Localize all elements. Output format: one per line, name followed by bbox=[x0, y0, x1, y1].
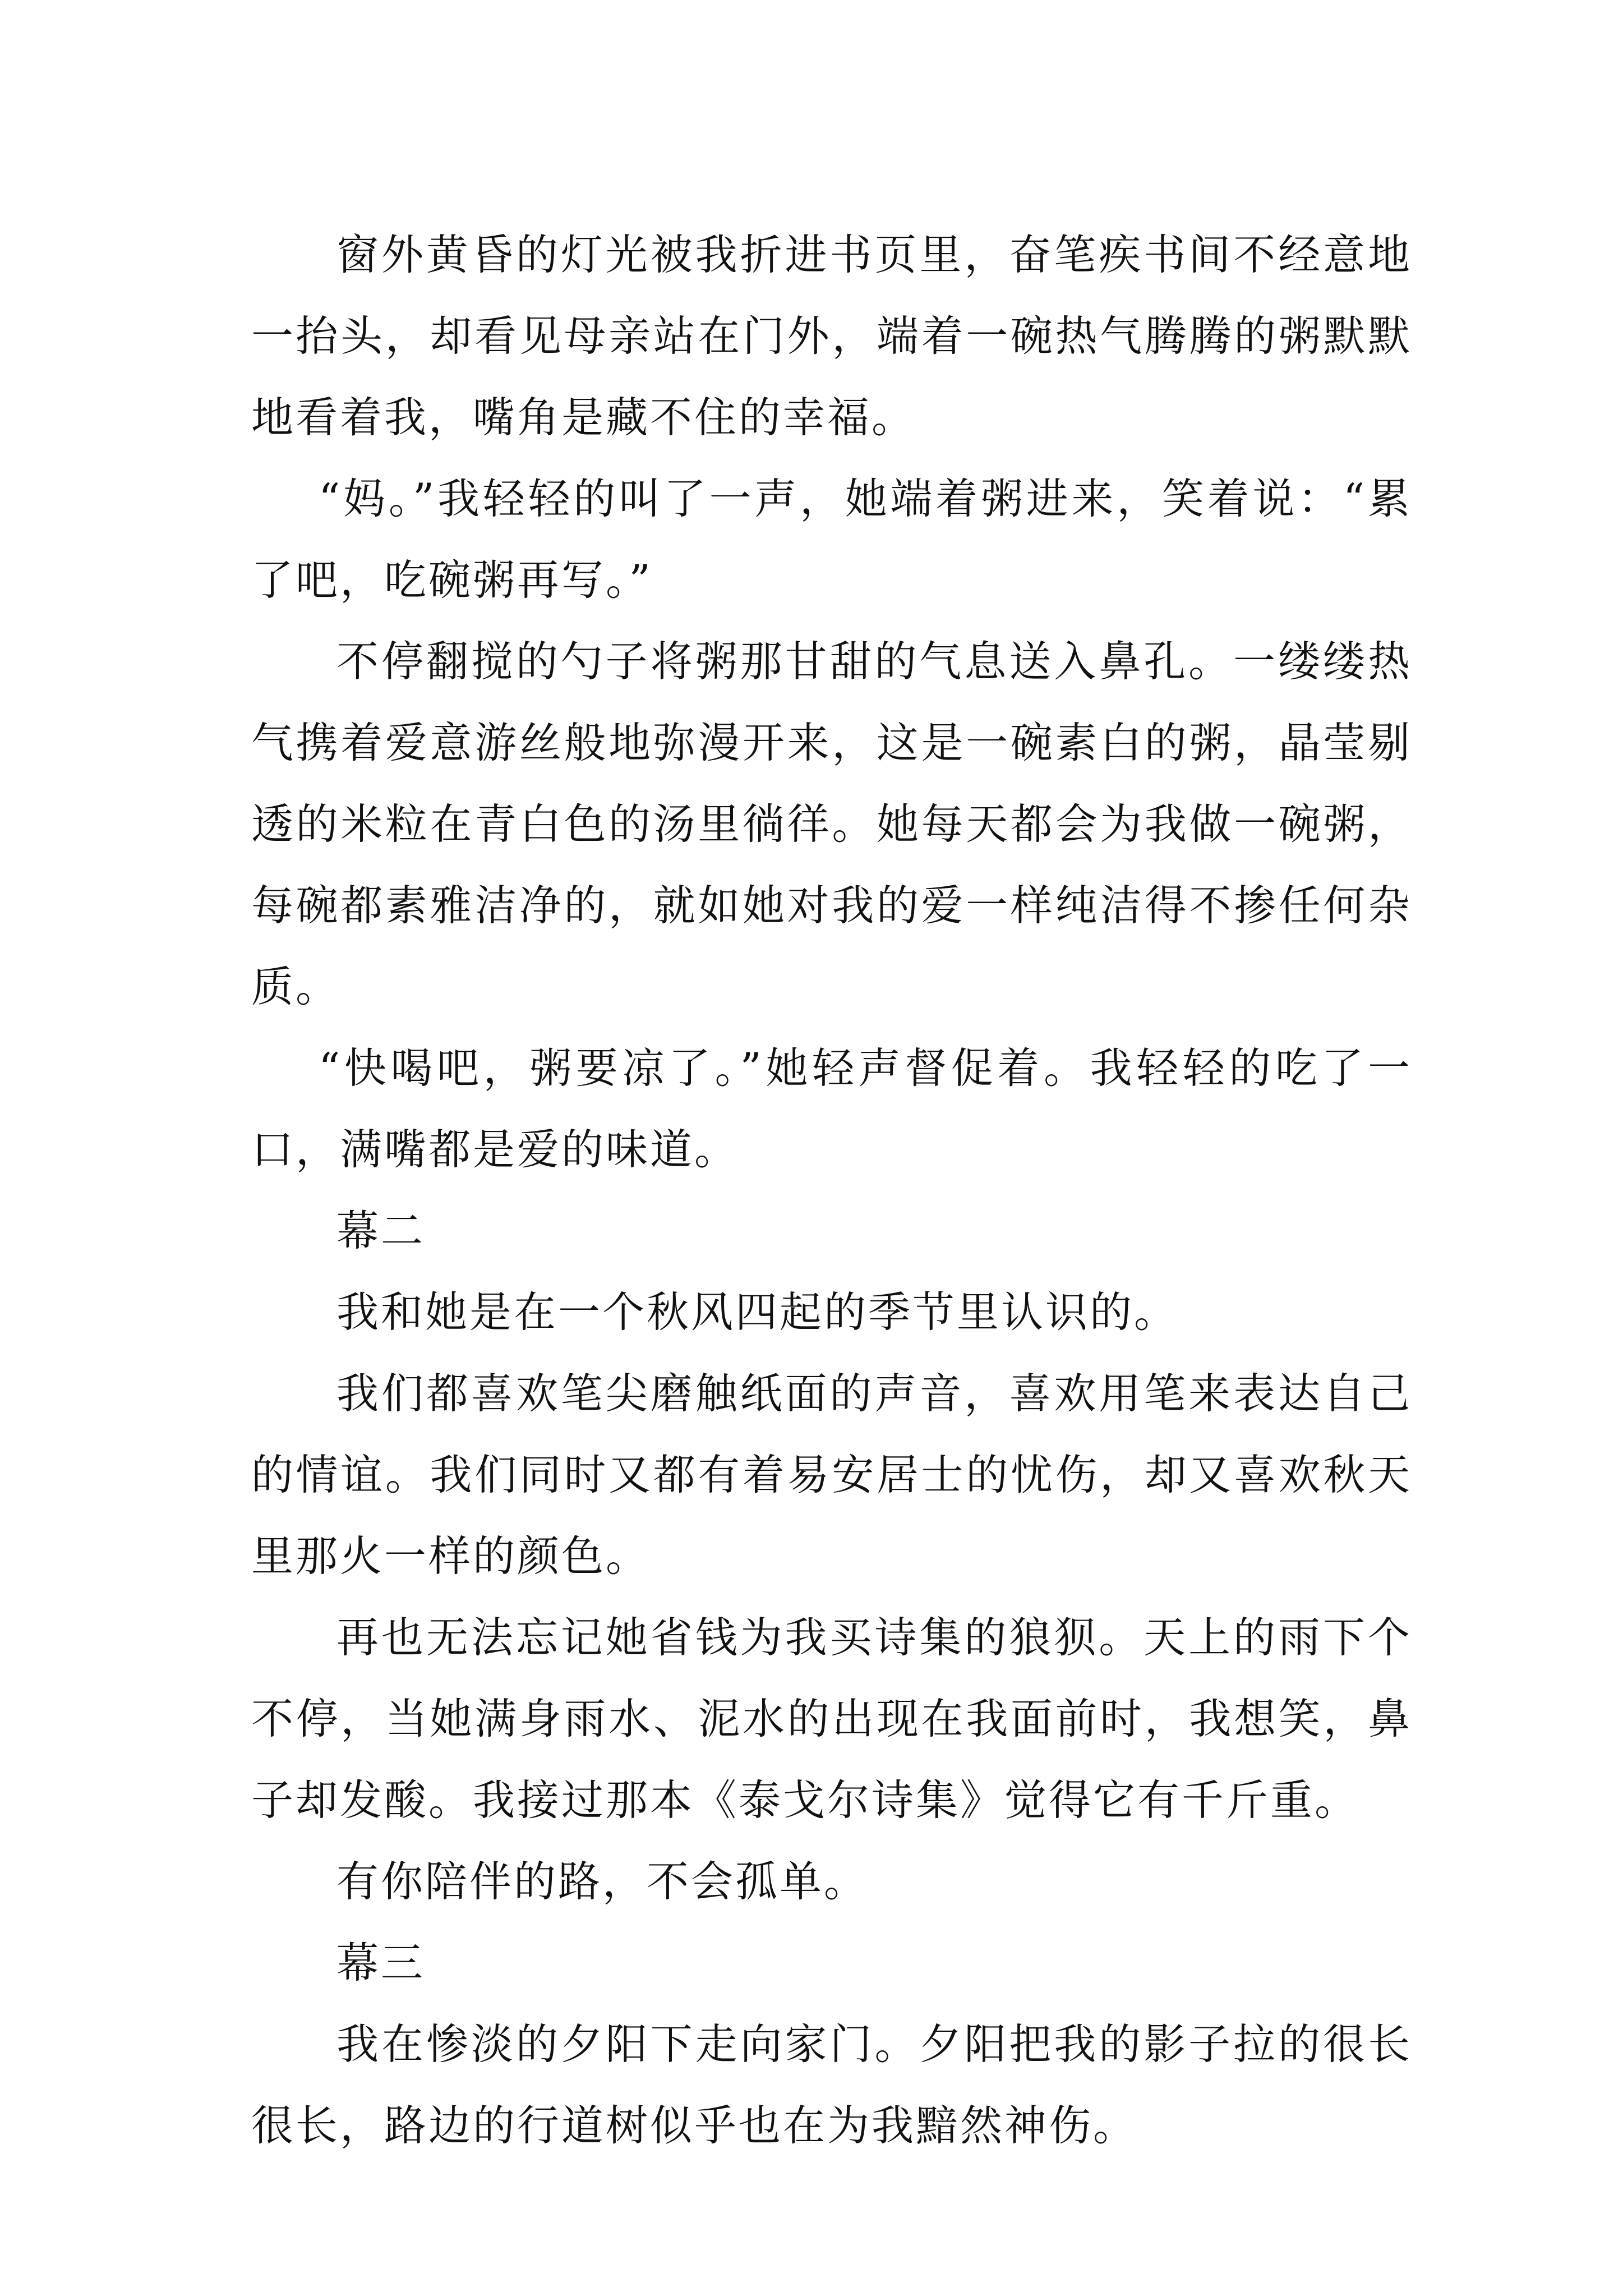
paragraph-autumn-meeting: 我和她是在一个秋风四起的季节里认识的。 bbox=[336, 1287, 1179, 1337]
paragraph-porridge: 不停翻搅的勺子将粥那甘甜的气息送入鼻孔。一缕缕热气携着爱意游丝般地弥漫开来，这是一碗素白的粥，晶莹剔透的米粒在青白色的汤里徜徉。她每天都会为我做一碗粥，每碗都素雅洁净的，就如她对我的爱一样纯洁得不掺任何杂质。 bbox=[251, 637, 1412, 1011]
paragraph-sunset: 我在惨淡的夕阳下走向家门。夕阳把我的影子拉的很长很长，路边的行道树似乎也在为我黯然神伤。 bbox=[251, 2019, 1412, 2150]
paragraph-shared-interests: 我们都喜欢笔尖磨触纸面的声音，喜欢用笔来表达自己的情谊。我们同时又都有着易安居士的忧伤，却又喜欢秋天里那火一样的颜色。 bbox=[251, 1369, 1412, 1581]
paragraph-poetry-book: 再也无法忘记她省钱为我买诗集的狼狈。天上的雨下个不停，当她满身雨水、泥水的出现在我面前时，我想笑，鼻子却发酸。我接过那本《泰戈尔诗集》觉得它有千斤重。 bbox=[251, 1613, 1412, 1825]
section-heading-act-two: 幕二 bbox=[336, 1206, 426, 1255]
paragraph-lamplight: 窗外黄昏的灯光被我折进书页里，奋笔疾书间不经意地一抬头，却看见母亲站在门外，端着一碗热气腾腾的粥默默地看着我，嘴角是藏不住的幸福。 bbox=[251, 230, 1412, 442]
paragraph-drink: “快喝吧，粥要凉了。”她轻声督促着。我轻轻的吃了一口，满嘴都是爱的味道。 bbox=[251, 1043, 1412, 1174]
paragraph-not-alone: 有你陪伴的路，不会孤单。 bbox=[336, 1857, 869, 1906]
paragraph-call-mom: “妈。”我轻轻的叫了一声，她端着粥进来，笑着说：“累了吧，吃碗粥再写。” bbox=[251, 474, 1412, 605]
article-body bbox=[251, 214, 1412, 2166]
section-heading-act-three: 幕三 bbox=[336, 1938, 426, 1987]
